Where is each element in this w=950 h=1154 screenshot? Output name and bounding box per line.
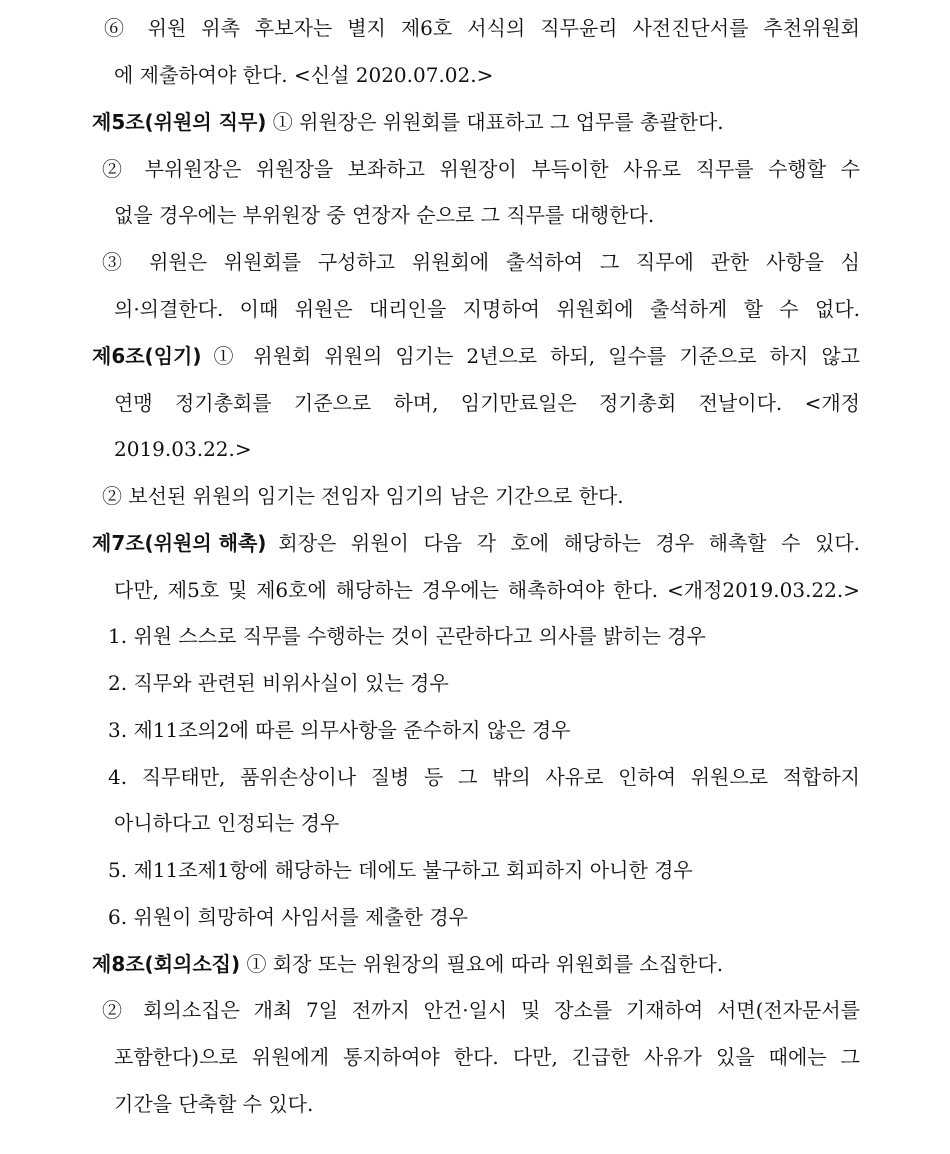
- article8-paragraph2-line3: 기간을 단축할 수 있다.: [114, 1092, 314, 1116]
- article5-paragraph2-line1: ② 부위원장은 위원장을 보좌하고 위원장이 부득이한 사유로 직무를 수행할 수: [102, 157, 860, 181]
- article7-item1: 1. 위원 스스로 직무를 수행하는 것이 곤란하다고 의사를 밝히는 경우: [108, 624, 706, 648]
- article6-paragraph1-line2: 연맹 정기총회를 기준으로 하며, 임기만료일은 정기총회 전날이다. <개정: [114, 391, 860, 415]
- article7-item3: 3. 제11조의2에 따른 의무사항을 준수하지 않은 경우: [108, 718, 571, 742]
- article7-item4-line1: 4. 직무태만, 품위손상이나 질병 등 그 밖의 사유로 인하여 위원으로 적합하지: [108, 765, 860, 789]
- article5-paragraph3-line1: ③ 위원은 위원회를 구성하고 위원회에 출석하여 그 직무에 관한 사항을 심: [102, 250, 860, 274]
- article5-line1: [92, 108, 724, 136]
- article8-paragraph2-line1: ② 회의소집은 개최 7일 전까지 안건·일시 및 장소를 기재하여 서면(전자문서를: [102, 998, 860, 1022]
- article7-line1: [92, 529, 860, 557]
- article5-paragraph1: ① 위원장은 위원회를 대표하고 그 업무를 총괄한다.: [272, 110, 724, 134]
- article7-intro-line2: 다만, 제5호 및 제6호에 해당하는 경우에는 해촉하여야 한다. <개정2019.03.22.>: [114, 578, 860, 602]
- article7-heading: 제7조(위원의 해촉): [92, 531, 267, 555]
- article6-paragraph2: ② 보선된 위원의 임기는 전임자 임기의 남은 기간으로 한다.: [102, 484, 624, 508]
- article5-heading: 제5조(위원의 직무): [92, 110, 267, 134]
- article6-paragraph1-line1: ① 위원회 위원의 임기는 2년으로 하되, 일수를 기준으로 하지 않고: [213, 344, 860, 368]
- article7-item2: 2. 직무와 관련된 비위사실이 있는 경우: [108, 671, 449, 695]
- article5-paragraph2-line2: 없을 경우에는 부위원장 중 연장자 순으로 그 직무를 대행한다.: [114, 203, 655, 227]
- article8-line1: [92, 950, 723, 978]
- article7-item5: 5. 제11조제1항에 해당하는 데에도 불구하고 회피하지 아니한 경우: [108, 858, 693, 882]
- article4-paragraph6-line2: 에 제출하여야 한다. <신설 2020.07.02.>: [114, 63, 494, 87]
- article8-paragraph1: ① 회장 또는 위원장의 필요에 따라 위원회를 소집한다.: [246, 952, 724, 976]
- article7-item4-line2: 아니하다고 인정되는 경우: [114, 811, 340, 835]
- article8-paragraph2-line2: 포함한다)으로 위원에게 통지하여야 한다. 다만, 긴급한 사유가 있을 때에는 그: [114, 1045, 860, 1069]
- article6-line1: [92, 342, 860, 370]
- article4-paragraph6-line1: ⑥ 위원 위촉 후보자는 별지 제6호 서식의 직무윤리 사전진단서를 추천위원회: [104, 16, 860, 40]
- article8-heading: 제8조(회의소집): [92, 952, 241, 976]
- article7-item6: 6. 위원이 희망하여 사임서를 제출한 경우: [108, 905, 468, 929]
- article7-intro-line1: 회장은 위원이 다음 각 호에 해당하는 경우 해촉할 수 있다.: [278, 531, 860, 555]
- article6-paragraph1-line3: 2019.03.22.>: [114, 437, 252, 461]
- article6-heading: 제6조(임기): [92, 344, 202, 368]
- article5-paragraph3-line2: 의·의결한다. 이때 위원은 대리인을 지명하여 위원회에 출석하게 할 수 없다.: [114, 297, 860, 321]
